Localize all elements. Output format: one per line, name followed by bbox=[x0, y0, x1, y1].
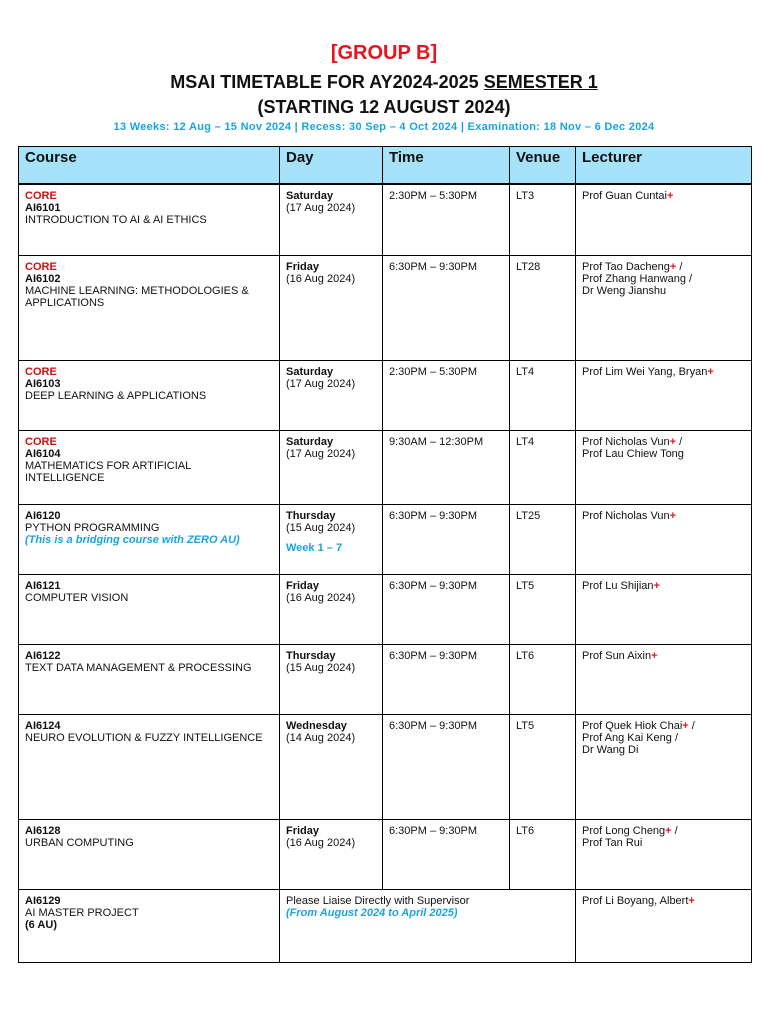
table-row bbox=[19, 430, 752, 504]
day-name: Saturday bbox=[286, 365, 334, 378]
course-code: AI6128 bbox=[25, 824, 61, 837]
time-cell: 2:30PM – 5:30PM bbox=[383, 360, 510, 430]
time-cell: 9:30AM – 12:30PM bbox=[383, 430, 510, 504]
course-code: AI6122 bbox=[25, 649, 61, 662]
lecturer-cell bbox=[576, 430, 752, 504]
column-header-venue: Venue bbox=[510, 147, 576, 185]
coordinator-plus-mark: + bbox=[682, 719, 689, 732]
project-schedule-cell bbox=[280, 889, 576, 962]
venue-cell: LT28 bbox=[510, 255, 576, 360]
time-cell: 6:30PM – 9:30PM bbox=[383, 644, 510, 714]
course-cell bbox=[19, 255, 280, 360]
course-code: AI6121 bbox=[25, 579, 61, 592]
course-cell bbox=[19, 819, 280, 889]
course-code: AI6120 bbox=[25, 509, 61, 522]
lecturer-name: Prof Lu Shijian+ bbox=[582, 579, 660, 592]
start-date: (15 Aug 2024) bbox=[286, 521, 356, 534]
day-cell bbox=[280, 504, 383, 574]
course-code: AI6101 bbox=[25, 202, 61, 214]
course-cell bbox=[19, 714, 280, 819]
course-cell bbox=[19, 184, 280, 255]
table-header-row bbox=[19, 147, 752, 185]
day-cell bbox=[280, 819, 383, 889]
venue-cell: LT6 bbox=[510, 644, 576, 714]
core-badge: CORE bbox=[25, 365, 57, 378]
project-period: (From August 2024 to April 2025) bbox=[286, 906, 458, 919]
lecturer-name: Prof Nicholas Vun+ / bbox=[582, 435, 683, 448]
lecturer-cell bbox=[576, 714, 752, 819]
course-cell bbox=[19, 889, 280, 962]
time-cell: 2:30PM – 5:30PM bbox=[383, 184, 510, 255]
start-date: (17 Aug 2024) bbox=[286, 447, 356, 460]
venue-cell: LT3 bbox=[510, 184, 576, 255]
start-date: (16 Aug 2024) bbox=[286, 272, 356, 285]
lecturer-name: Prof Tao Dacheng+ / bbox=[582, 260, 683, 273]
lecturer-cell bbox=[576, 644, 752, 714]
course-cell bbox=[19, 504, 280, 574]
course-name: URBAN COMPUTING bbox=[25, 836, 134, 849]
day-cell bbox=[280, 714, 383, 819]
table-row bbox=[19, 819, 752, 889]
course-name: COMPUTER VISION bbox=[25, 591, 129, 604]
start-date-title: (STARTING 12 AUGUST 2024) bbox=[257, 97, 511, 117]
course-code: AI6102 bbox=[25, 272, 61, 285]
lecturer-name: Prof Nicholas Vun+ bbox=[582, 509, 677, 522]
day-name: Thursday bbox=[286, 649, 336, 662]
coordinator-plus-mark: + bbox=[688, 894, 695, 907]
timetable-title bbox=[0, 72, 768, 93]
lecturer-cell bbox=[576, 819, 752, 889]
course-code: AI6129 bbox=[25, 894, 61, 907]
supervisor-arrangement: Please Liaise Directly with Supervisor bbox=[286, 894, 470, 907]
title-text: MSAI TIMETABLE FOR AY2024-2025 bbox=[170, 72, 484, 92]
coordinator-plus-mark: + bbox=[707, 365, 714, 378]
start-date: (16 Aug 2024) bbox=[286, 591, 356, 604]
semester-label: SEMESTER 1 bbox=[483, 72, 598, 92]
lecturer-name: Prof Quek Hiok Chai+ / bbox=[582, 719, 695, 732]
lecturer-name: Prof Lau Chiew Tong bbox=[582, 447, 684, 460]
column-header-course: Course bbox=[19, 147, 280, 185]
group-label: [GROUP B] bbox=[330, 42, 438, 64]
day-name: Saturday bbox=[286, 190, 334, 202]
semester-dates-subtitle: 13 Weeks: 12 Aug – 15 Nov 2024 | Recess: 30 Sep – 4 Oct 2024 | Examination: 18 Nov – 6 Dec 2024 bbox=[113, 121, 655, 133]
day-name: Thursday bbox=[286, 509, 336, 522]
table-row bbox=[19, 360, 752, 430]
lecturer-name: Dr Wang Di bbox=[582, 743, 639, 756]
column-header-day: Day bbox=[280, 147, 383, 185]
course-code: AI6104 bbox=[25, 447, 61, 460]
day-cell bbox=[280, 255, 383, 360]
venue-cell: LT25 bbox=[510, 504, 576, 574]
day-name: Friday bbox=[286, 824, 320, 837]
bridging-note: (This is a bridging course with ZERO AU) bbox=[25, 533, 240, 546]
week-range: Week 1 – 7 bbox=[286, 541, 343, 554]
day-name: Friday bbox=[286, 260, 320, 273]
lecturer-name: Dr Weng Jianshu bbox=[582, 284, 667, 297]
coordinator-plus-mark: + bbox=[667, 190, 674, 202]
coordinator-plus-mark: + bbox=[669, 509, 677, 522]
lecturer-cell bbox=[576, 504, 752, 574]
venue-cell: LT6 bbox=[510, 819, 576, 889]
course-cell bbox=[19, 644, 280, 714]
timetable-body bbox=[19, 184, 752, 962]
timetable bbox=[18, 146, 752, 963]
lecturer-name: Prof Guan Cuntai+ bbox=[582, 190, 674, 202]
table-row bbox=[19, 504, 752, 574]
lecturer-cell bbox=[576, 184, 752, 255]
lecturer-cell bbox=[576, 255, 752, 360]
start-date: (17 Aug 2024) bbox=[286, 202, 356, 214]
coordinator-plus-mark: + bbox=[653, 579, 660, 592]
start-date: (16 Aug 2024) bbox=[286, 836, 356, 849]
day-cell bbox=[280, 430, 383, 504]
day-name: Saturday bbox=[286, 435, 334, 448]
lecturer-cell bbox=[576, 360, 752, 430]
lecturer-name: Prof Ang Kai Keng / bbox=[582, 731, 679, 744]
course-name: DEEP LEARNING & APPLICATIONS bbox=[25, 389, 207, 402]
venue-cell: LT4 bbox=[510, 360, 576, 430]
venue-cell: LT4 bbox=[510, 430, 576, 504]
column-header-lecturer: Lecturer bbox=[576, 147, 752, 185]
course-name: MACHINE LEARNING: METHODOLOGIES & APPLICATIONS bbox=[25, 284, 249, 309]
course-cell bbox=[19, 574, 280, 644]
time-cell: 6:30PM – 9:30PM bbox=[383, 819, 510, 889]
day-name: Friday bbox=[286, 579, 320, 592]
course-name: NEURO EVOLUTION & FUZZY INTELLIGENCE bbox=[25, 731, 263, 744]
venue-cell: LT5 bbox=[510, 574, 576, 644]
core-badge: CORE bbox=[25, 190, 57, 202]
lecturer-cell bbox=[576, 889, 752, 962]
table-row bbox=[19, 644, 752, 714]
coordinator-plus-mark: + bbox=[651, 649, 658, 662]
table-row bbox=[19, 255, 752, 360]
venue-cell: LT5 bbox=[510, 714, 576, 819]
time-cell: 6:30PM – 9:30PM bbox=[383, 714, 510, 819]
day-cell bbox=[280, 184, 383, 255]
lecturer-name: Prof Tan Rui bbox=[582, 836, 643, 849]
lecturer-name: Prof Lim Wei Yang, Bryan+ bbox=[582, 365, 714, 378]
course-name: MATHEMATICS FOR ARTIFICIAL INTELLIGENCE bbox=[25, 459, 191, 484]
core-badge: CORE bbox=[25, 435, 57, 448]
day-name: Wednesday bbox=[286, 719, 347, 732]
coordinator-plus-mark: + bbox=[669, 435, 677, 448]
lecturer-name: Prof Zhang Hanwang / bbox=[582, 272, 693, 285]
time-cell: 6:30PM – 9:30PM bbox=[383, 574, 510, 644]
time-cell: 6:30PM – 9:30PM bbox=[383, 255, 510, 360]
table-row bbox=[19, 714, 752, 819]
credit-units: (6 AU) bbox=[25, 918, 57, 931]
course-cell bbox=[19, 430, 280, 504]
day-cell bbox=[280, 644, 383, 714]
course-name: TEXT DATA MANAGEMENT & PROCESSING bbox=[25, 661, 252, 674]
table-row bbox=[19, 889, 752, 962]
start-date: (14 Aug 2024) bbox=[286, 731, 356, 744]
course-name: PYTHON PROGRAMMING bbox=[25, 521, 160, 534]
lecturer-cell bbox=[576, 574, 752, 644]
column-header-time: Time bbox=[383, 147, 510, 185]
day-cell bbox=[280, 574, 383, 644]
table-row bbox=[19, 184, 752, 255]
course-name: INTRODUCTION TO AI & AI ETHICS bbox=[25, 214, 207, 226]
start-date: (15 Aug 2024) bbox=[286, 661, 356, 674]
course-code: AI6103 bbox=[25, 377, 61, 390]
lecturer-name: Prof Long Cheng+ / bbox=[582, 824, 678, 837]
lecturer-name: Prof Li Boyang, Albert+ bbox=[582, 894, 695, 907]
course-cell bbox=[19, 360, 280, 430]
core-badge: CORE bbox=[25, 260, 57, 273]
table-row bbox=[19, 574, 752, 644]
time-cell: 6:30PM – 9:30PM bbox=[383, 504, 510, 574]
lecturer-name: Prof Sun Aixin+ bbox=[582, 649, 658, 662]
start-date: (17 Aug 2024) bbox=[286, 377, 356, 390]
day-cell bbox=[280, 360, 383, 430]
coordinator-plus-mark: + bbox=[665, 824, 672, 837]
coordinator-plus-mark: + bbox=[669, 260, 677, 273]
course-name: AI MASTER PROJECT bbox=[25, 906, 139, 919]
course-code: AI6124 bbox=[25, 719, 61, 732]
